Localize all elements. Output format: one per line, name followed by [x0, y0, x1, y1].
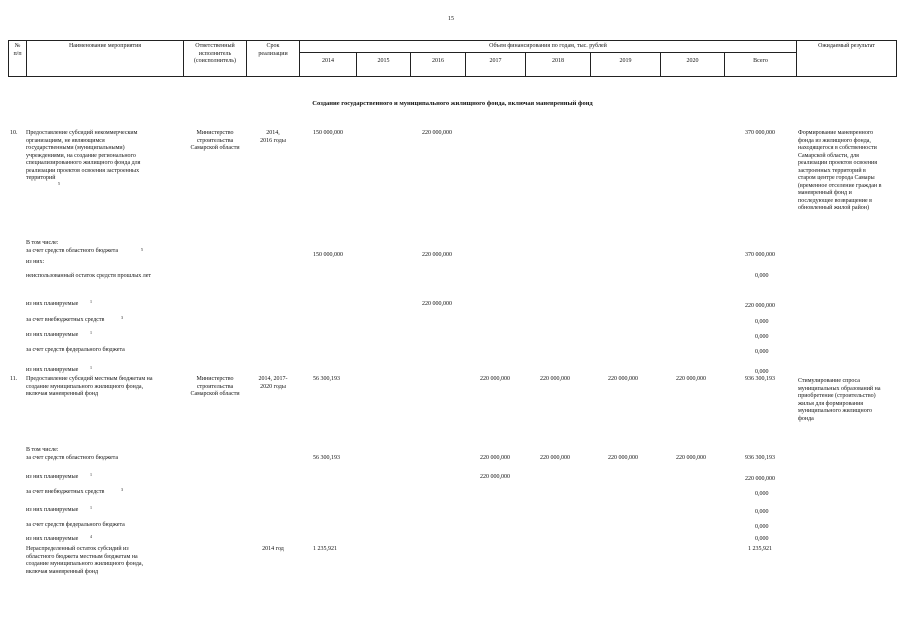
- item-10-row-regional-v2016: 220 000,000: [422, 252, 452, 258]
- header-year-2015: 2015: [377, 58, 390, 64]
- item-11-row-extrabudget: за счет внебюджетных средств: [26, 489, 105, 495]
- item-10-row-regional-total: 370 000,000: [745, 252, 775, 258]
- item-11-num: 11.: [10, 376, 18, 382]
- item-10-row-planned-2-sup: 1: [90, 330, 92, 335]
- item-11-row-extrabudget-sup: 3: [121, 487, 123, 492]
- remainder-total: 1 235,921: [748, 546, 772, 552]
- item-10-row-planned-3: из них планируемые: [26, 367, 79, 373]
- item-10-row-planned-3-total: 0,000: [755, 369, 769, 375]
- item-11-row-planned-1-v2017: 220 000,000: [480, 474, 510, 480]
- item-11-total: 936 300,193: [745, 376, 775, 382]
- header-year-2019: 2019: [619, 58, 632, 64]
- item-11-v2020: 220 000,000: [676, 376, 706, 382]
- item-10-name-sup: 5: [58, 181, 60, 186]
- header-year-2016: 2016: [432, 58, 444, 64]
- header-term: Срок реализации: [258, 43, 288, 57]
- item-10-result: Формирование маневренного фонда из жилищного фонда, находящегося в собственности Самарской области, для реализации проектов освоения застроенных территорий в старом центре города Самары (временное отселение граждан в маневренный фонд и последующее возвращение в обновленный жилой район): [798, 130, 882, 211]
- item-10-row-extrabudget-sup: 3: [121, 315, 123, 320]
- item-11-row-planned-2: из них планируемые: [26, 507, 79, 513]
- header-result: Ожидаемый результат: [818, 43, 875, 49]
- item-10-executor: Министерство строительства Самарской области: [190, 130, 240, 151]
- item-10-row-federal: за счет средств федерального бюджета: [26, 347, 125, 353]
- header-total: Всего: [753, 58, 768, 64]
- header-year-2018: 2018: [552, 58, 564, 64]
- page-number: 15: [448, 16, 454, 22]
- item-10-row-unused-total: 0,000: [755, 273, 769, 279]
- remainder-term: 2014 год: [262, 546, 284, 552]
- item-11-row-regional-total: 936 300,193: [745, 455, 775, 461]
- header-num: № п/п: [13, 43, 22, 57]
- header-years-line: [299, 52, 796, 53]
- item-11-v2017: 220 000,000: [480, 376, 510, 382]
- item-10-row-planned-1-sup: 1: [90, 299, 92, 304]
- item-10-row-extrabudget-total: 0,000: [755, 319, 769, 325]
- item-11-row-regional-v2019: 220 000,000: [608, 455, 638, 461]
- header-executor: Ответственный исполнитель (соисполнитель): [193, 43, 237, 64]
- item-10-term: 2014, 2016 годы: [260, 130, 286, 144]
- item-10-row-planned-1-v2016: 220 000,000: [422, 301, 452, 307]
- header-bottom-line: [8, 76, 897, 77]
- item-10-row-planned-1-total: 220 000,000: [745, 303, 775, 309]
- item-10-v2014: 150 000,000: [313, 130, 343, 136]
- item-11-row-extrabudget-total: 0,000: [755, 491, 769, 497]
- item-10-name: Предоставление субсидий некоммерческим организациям, не являющимся государственными (муниципальными) учреждениями, на создание регионального специализированного жилищного фонда для реализации проектов освоения застроенных территорий: [26, 130, 141, 181]
- item-10-row-extrabudget: за счет внебюджетных средств: [26, 317, 105, 323]
- item-10-total: 370 000,000: [745, 130, 775, 136]
- item-10-row-federal-total: 0,000: [755, 349, 769, 355]
- item-11-v2014: 56 300,193: [313, 376, 340, 382]
- item-10-row-planned-2-total: 0,000: [755, 334, 769, 340]
- item-11-row-regional-v2020: 220 000,000: [676, 455, 706, 461]
- item-10-row-regional-sup: 5: [141, 247, 143, 252]
- item-11-row-planned-1-total: 220 000,000: [745, 476, 775, 482]
- header-name: Наименование мероприятия: [68, 43, 142, 49]
- item-10-row-of-them: из них:: [26, 259, 45, 265]
- item-11-row-planned-3-total: 0,000: [755, 536, 769, 542]
- item-11-row-federal: за счет средств федерального бюджета: [26, 522, 125, 528]
- item-11-row-planned-2-total: 0,000: [755, 509, 769, 515]
- header-year-2017: 2017: [489, 58, 502, 64]
- item-10-row-planned-3-sup: 1: [90, 365, 92, 370]
- item-11-term: 2014, 2017- 2020 годы: [258, 376, 288, 390]
- section-title: Создание государственного и муниципального жилищного фонда, включая маневренный фонд: [312, 100, 593, 107]
- item-11-v2019: 220 000,000: [608, 376, 638, 382]
- header-top-line: [8, 40, 897, 41]
- item-11-row-federal-total: 0,000: [755, 524, 769, 530]
- item-11-name: Предоставление субсидий местным бюджетам на создание муниципального жилищного фонда, включая маневренный фонд: [26, 376, 153, 397]
- item-11-row-regional-v2017: 220 000,000: [480, 455, 510, 461]
- item-10-row-planned-2: из них планируемые: [26, 332, 79, 338]
- remainder-v2014: 1 235,921: [313, 546, 337, 552]
- item-10-row-regional: В том числе: за счет средств областного бюджета: [26, 240, 119, 254]
- item-11-executor: Министерство строительства Самарской области: [190, 376, 240, 397]
- item-10-row-planned-1: из них планируемые: [26, 301, 79, 307]
- remainder-label: Нераспределенный остаток субсидий из областного бюджета местным бюджетам на создание муниципального жилищного фонда, включая маневренный фонд: [26, 546, 144, 575]
- item-11-result: Стимулирование спроса муниципальных образований на приобретение (строительство) жилья для формирования муниципального жилищного фонда: [798, 378, 881, 422]
- item-11-row-planned-2-sup: 1: [90, 505, 92, 510]
- item-11-row-regional-v2018: 220 000,000: [540, 455, 570, 461]
- item-11-row-planned-1-sup: 1: [90, 472, 92, 477]
- item-11-row-planned-1: из них планируемые: [26, 474, 79, 480]
- item-11-row-regional: В том числе: за счет средств областного бюджета: [26, 447, 119, 461]
- header-year-2014: 2014: [322, 58, 334, 64]
- item-10-row-unused: неиспользованный остаток средств прошлых лет: [26, 273, 152, 279]
- item-11-row-planned-3-sup: 4: [90, 534, 92, 539]
- item-10-row-regional-v2014: 150 000,000: [313, 252, 343, 258]
- header-funding: Объем финансирования по годам, тыс. рублей: [489, 43, 607, 49]
- item-10-num: 10.: [10, 130, 18, 136]
- item-10-v2016: 220 000,000: [422, 130, 452, 136]
- item-11-v2018: 220 000,000: [540, 376, 570, 382]
- item-11-row-planned-3: из них планируемые: [26, 536, 79, 542]
- header-year-2020: 2020: [686, 58, 699, 64]
- item-11-row-regional-v2014: 56 300,193: [313, 455, 340, 461]
